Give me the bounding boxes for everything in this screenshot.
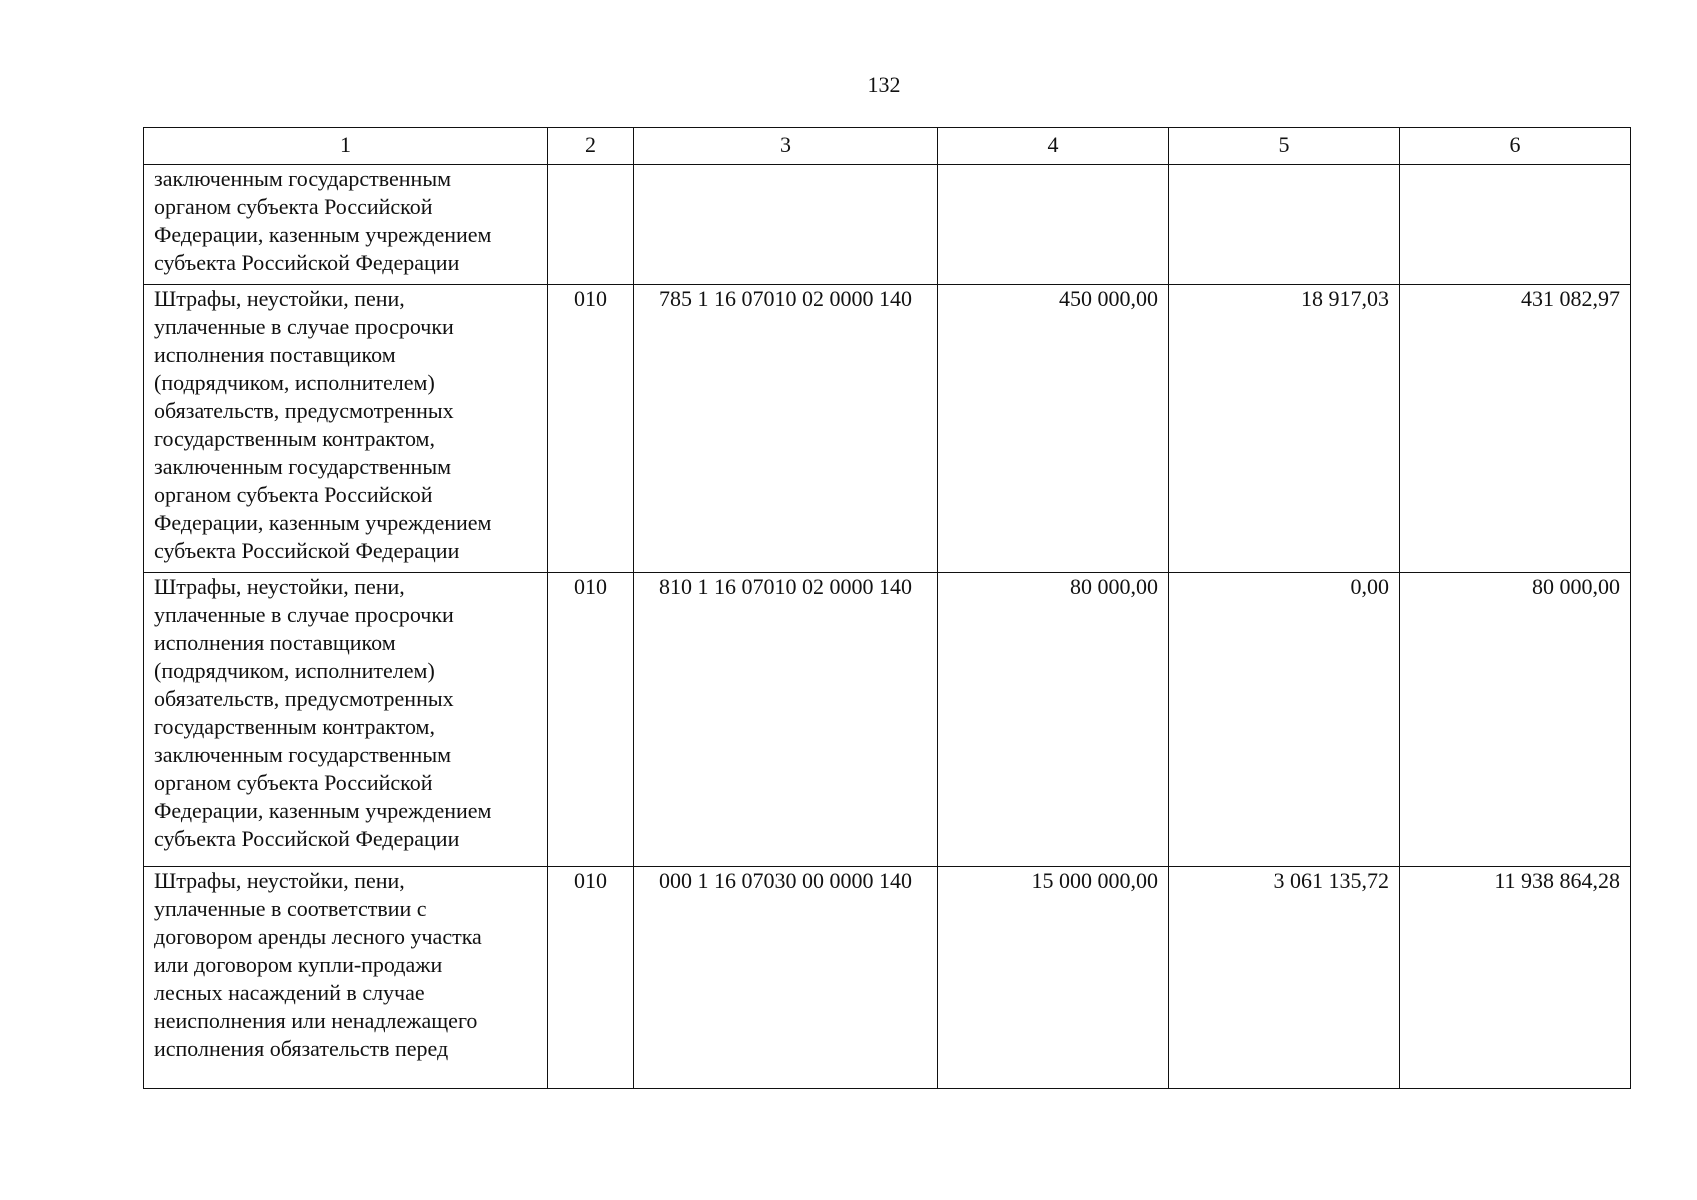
description-line: Штрафы, неустойки, пени, <box>154 574 405 599</box>
column-header-5: 5 <box>1169 128 1400 165</box>
unexecuted-amount-cell: 80 000,00 <box>1400 573 1631 867</box>
approved-amount-cell: 15 000 000,00 <box>938 867 1169 1089</box>
description-line: уплаченные в случае просрочки <box>154 602 454 627</box>
description-line: уплаченные в случае просрочки <box>154 314 454 339</box>
column-header-6: 6 <box>1400 128 1631 165</box>
column-number-row <box>144 128 1631 165</box>
page-number: 132 <box>867 72 901 97</box>
description-line: субъекта Российской Федерации <box>154 826 460 851</box>
unexecuted-amount-cell: 431 082,97 <box>1400 285 1631 573</box>
line-code-cell: 010 <box>548 285 634 573</box>
description-line: обязательств, предусмотренных <box>154 398 454 423</box>
description-line: органом субъекта Российской <box>154 194 433 219</box>
executed-amount-cell: 3 061 135,72 <box>1169 867 1400 1089</box>
column-header-4: 4 <box>938 128 1169 165</box>
approved-amount-cell <box>938 165 1169 285</box>
unexecuted-amount-cell: 11 938 864,28 <box>1400 867 1631 1089</box>
executed-amount-cell: 18 917,03 <box>1169 285 1400 573</box>
approved-amount-cell: 450 000,00 <box>938 285 1169 573</box>
description-line: заключенным государственным <box>154 166 452 191</box>
table-row <box>144 165 1631 285</box>
description-line: субъекта Российской Федерации <box>154 250 460 275</box>
budget-code-cell: 785 1 16 07010 02 0000 140 <box>634 285 938 573</box>
report-table <box>143 127 1631 1089</box>
description-line: Федерации, казенным учреждением <box>154 510 492 535</box>
description-line: органом субъекта Российской <box>154 770 433 795</box>
description-line: Штрафы, неустойки, пени, <box>154 286 405 311</box>
executed-amount-cell <box>1169 165 1400 285</box>
description-line: или договором купли-продажи <box>154 952 443 977</box>
description-line: заключенным государственным <box>154 742 452 767</box>
approved-amount-cell: 80 000,00 <box>938 573 1169 867</box>
line-code-cell: 010 <box>548 867 634 1089</box>
column-header-3: 3 <box>634 128 938 165</box>
unexecuted-amount-cell <box>1400 165 1631 285</box>
table-row <box>144 867 1631 1089</box>
description-line: (подрядчиком, исполнителем) <box>154 370 435 395</box>
description-line: Федерации, казенным учреждением <box>154 222 492 247</box>
column-header-1: 1 <box>144 128 548 165</box>
table-row <box>144 573 1631 867</box>
description-line: заключенным государственным <box>154 454 452 479</box>
description-line: лесных насаждений в случае <box>154 980 425 1005</box>
description-line: неисполнения или ненадлежащего <box>154 1008 478 1033</box>
table-row <box>144 285 1631 573</box>
description-line: исполнения поставщиком <box>154 342 396 367</box>
row-description <box>144 573 548 867</box>
description-line: исполнения обязательств перед <box>154 1036 449 1061</box>
description-line: Федерации, казенным учреждением <box>154 798 492 823</box>
description-line: Штрафы, неустойки, пени, <box>154 868 405 893</box>
description-line: государственным контрактом, <box>154 426 435 451</box>
executed-amount-cell: 0,00 <box>1169 573 1400 867</box>
line-code-cell <box>548 165 634 285</box>
description-line: договором аренды лесного участка <box>154 924 482 949</box>
budget-code-cell: 000 1 16 07030 00 0000 140 <box>634 867 938 1089</box>
description-line: государственным контрактом, <box>154 714 435 739</box>
description-line: субъекта Российской Федерации <box>154 538 460 563</box>
row-description <box>144 867 548 1089</box>
column-header-2: 2 <box>548 128 634 165</box>
row-description <box>144 165 548 285</box>
description-line: (подрядчиком, исполнителем) <box>154 658 435 683</box>
budget-code-cell <box>634 165 938 285</box>
budget-code-cell: 810 1 16 07010 02 0000 140 <box>634 573 938 867</box>
description-line: уплаченные в соответствии с <box>154 896 427 921</box>
line-code-cell: 010 <box>548 573 634 867</box>
description-line: органом субъекта Российской <box>154 482 433 507</box>
row-description <box>144 285 548 573</box>
description-line: обязательств, предусмотренных <box>154 686 454 711</box>
description-line: исполнения поставщиком <box>154 630 396 655</box>
